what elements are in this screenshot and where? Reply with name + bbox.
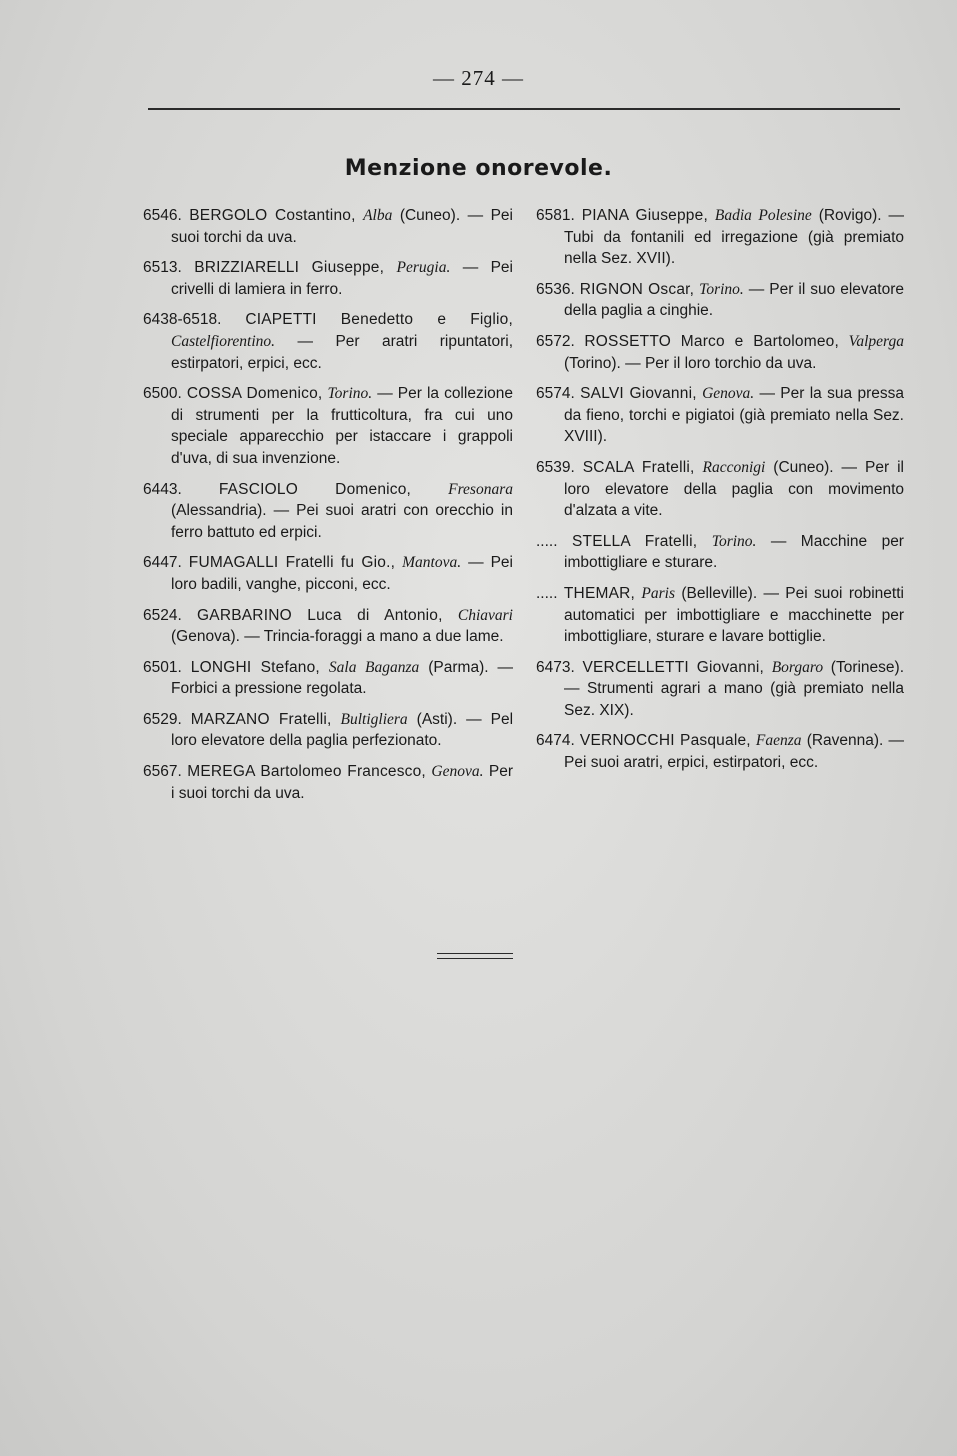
end-rule [437,953,513,954]
entry-number: 6536. [536,280,575,298]
entry-description: (Torino). — Per il loro torchio da uva. [564,354,817,372]
entry-description: (Alessandria). — Pei suoi aratri con orecchio in ferro battuto ed erpici. [171,502,513,541]
entry-description: — Pei loro badili, vanghe, picconi, ecc. [171,554,513,593]
award-entry [536,383,904,448]
entry-number: 6473. [536,658,575,676]
entry-place: Torino. [699,280,744,298]
entry-number: 6574. [536,385,575,403]
entry-name: THEMAR, [563,584,636,602]
entry-description: (Rovigo). — Tubi da fontanili ed irregazione (già premiato nella Sez. XVII). [564,207,904,268]
entry-name: SCALA Fratelli, [582,458,695,476]
entry-place: Fresonara [448,480,513,498]
entry-name: LONGHI Stefano, [190,658,320,676]
entry-place: Alba [363,207,393,224]
entry-number: 6524. [143,606,182,624]
award-entry [143,709,513,752]
section-title: Menzione onorevole. [344,156,613,181]
entry-place: Torino. [327,385,373,403]
entry-place: Faenza [755,732,802,750]
entry-description: — Pei crivelli di lamiera in ferro. [171,259,513,298]
entry-number: ..... [536,584,558,602]
entry-description: — Per la sua pressa da fieno, torchi e pigiatoi (già premiato nella Sez. XVIII). [564,385,904,446]
entry-name: CIAPETTI Benedetto e Figlio, [245,311,513,329]
entry-place: Racconigi [702,458,766,476]
entry-place: Borgaro [771,658,824,676]
award-entry [536,331,904,374]
award-entry [536,279,904,322]
header-rule [148,108,900,110]
entry-name: MARZANO Fratelli, [190,710,332,728]
award-entry [143,761,513,804]
entry-place: Chiavari [457,606,513,624]
award-entry [143,257,513,300]
entry-place: Torino. [711,532,757,550]
entry-name: BRIZZIARELLI Giuseppe, [194,259,385,277]
entry-description: (Torinese). — Strumenti agrari a mano (già premiato nella Sez. XIX). [564,658,904,719]
page-number: — 274 — [433,66,524,90]
right-column [536,205,904,783]
entry-number: 6501. [143,658,182,676]
entry-number: 6447. [143,554,182,572]
entry-description: — Per il suo elevatore della paglia a cinghie. [564,280,904,320]
entry-name: PIANA Giuseppe, [581,207,708,224]
entry-name: COSSA Domenico, [186,385,323,403]
entry-description: — Per la collezione di strumenti per la frutticoltura, fra cui uno speciale apparecchio per istaccare i grappoli d'uva, di sua invenzione. [171,385,513,467]
entry-place: Badia Polesine [714,207,812,224]
entry-number: 6546. [143,207,182,224]
entry-name: ROSSETTO Marco e Bartolomeo, [584,332,839,350]
entry-number: 6572. [536,332,575,350]
entry-place: Valperga [848,332,904,350]
award-entry [536,583,904,648]
entry-description: (Cuneo). — Pei suoi torchi da uva. [171,207,513,246]
entry-number: 6500. [143,385,182,403]
entry-place: Genova. [431,763,484,781]
entry-name: VERCELLETTI Giovanni, [582,658,765,676]
entry-description: (Ravenna). — Pei suoi aratri, erpici, estirpatori, ecc. [564,732,904,772]
award-entry [536,531,904,574]
entry-place: Castelfiorentino. [171,332,276,350]
entry-number: 6581. [536,207,575,224]
entry-place: Mantova. [402,554,462,572]
entry-number: 6513. [143,259,182,277]
entry-name: GARBARINO Luca di Antonio, [197,606,443,624]
entry-number: 6539. [536,458,575,476]
entry-number: 6567. [143,763,182,781]
entry-name: STELLA Fratelli, [571,532,698,550]
entry-description: (Asti). — Pel loro elevatore della paglia perfezionato. [171,710,514,750]
award-entry [143,552,513,595]
award-entry [143,309,513,374]
award-entry [536,457,904,522]
entry-number: ..... [536,532,558,550]
entry-name: SALVI Giovanni, [580,385,697,403]
award-entry [536,730,904,773]
entry-description: (Genova). — Trincia-foraggi a mano a due lame. [171,628,504,646]
entry-number: 6529. [143,710,182,728]
award-entry [536,657,904,722]
entry-place: Paris [641,584,675,602]
entry-description: — Per aratri ripuntatori, estirpatori, erpici, ecc. [171,332,513,372]
entry-name: MEREGA Bartolomeo Francesco, [187,763,426,781]
end-rule [437,958,513,959]
entry-description: (Belleville). — Pei suoi robinetti automatici per imbottigliare e macchinette per imbottigliare, sturare e lavare bottiglie. [564,584,904,646]
entry-number: 6438-6518. [143,311,222,329]
award-entry [143,205,513,248]
entry-name: FUMAGALLI Fratelli fu Gio., [188,554,396,572]
entry-description: Per i suoi torchi da uva. [171,763,514,802]
entry-name: FASCIOLO Domenico, [218,480,412,498]
award-entry [143,605,513,648]
entry-number: 6474. [536,732,575,750]
left-column [143,205,513,813]
entry-description: (Parma). — Forbici a pressione regolata. [171,658,514,698]
entry-place: Sala Baganza [328,658,420,676]
entry-place: Perugia. [396,259,451,277]
award-entry [143,479,513,544]
entry-name: VERNOCCHI Pasquale, [579,732,751,750]
award-entry [143,657,513,700]
award-entry [143,383,513,469]
entry-place: Genova. [702,385,755,403]
entry-description: — Macchine per imbottigliare e sturare. [564,532,904,572]
entry-number: 6443. [143,480,182,498]
entry-name: RIGNON Oscar, [579,280,695,298]
entry-place: Bultigliera [340,710,408,728]
entry-name: BERGOLO Costantino, [189,207,356,224]
entry-description: (Cuneo). — Per il loro elevatore della paglia con movimento d'alzata a vite. [564,458,904,520]
award-entry [536,205,904,270]
